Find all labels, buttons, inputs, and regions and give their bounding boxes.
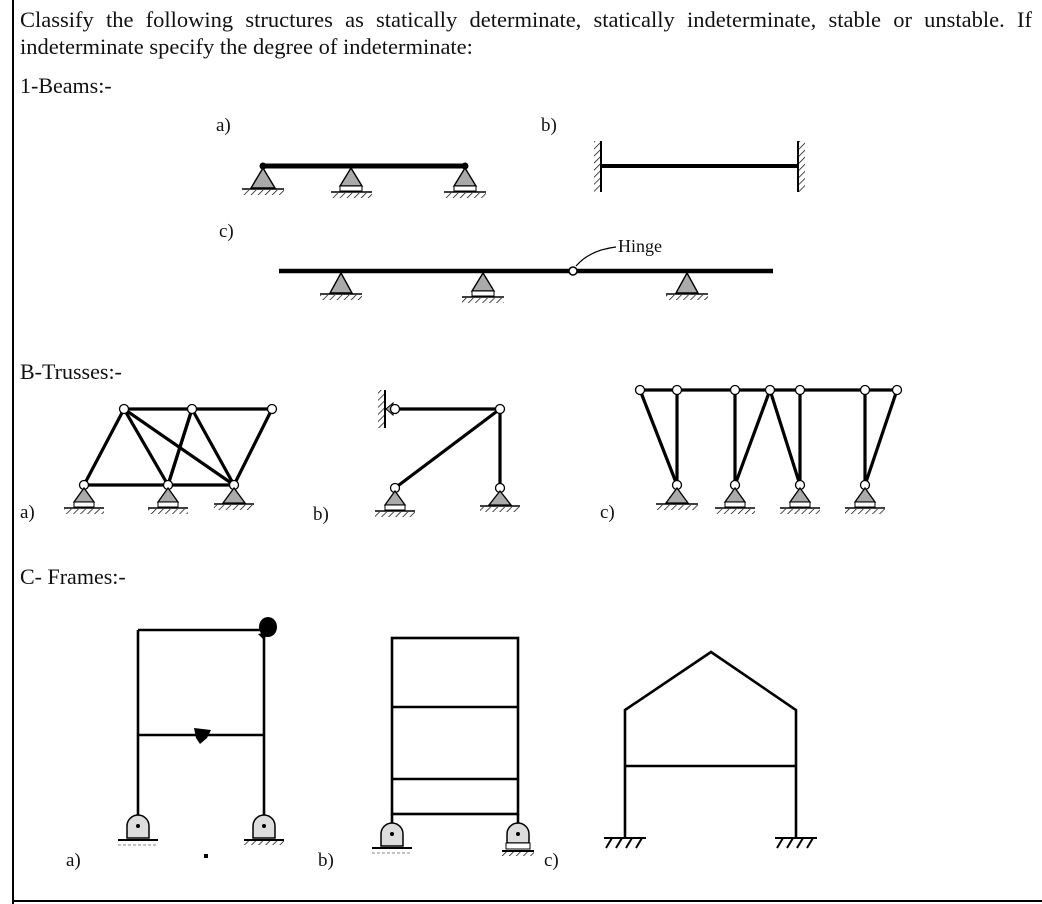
stray-mark — [204, 854, 208, 858]
truss-c-label: c) — [600, 502, 615, 523]
frame-c-label: c) — [544, 850, 559, 871]
roller-support-icon — [845, 488, 885, 514]
rigid-joint-marker-icon — [258, 617, 277, 640]
roller-support-icon — [715, 488, 755, 514]
beam-c-label: c) — [219, 221, 234, 242]
roller-support-icon — [462, 273, 504, 303]
roller-support-icon — [780, 488, 820, 514]
truss-b-label: b) — [313, 504, 329, 525]
frame-c-diagram — [625, 652, 796, 838]
pin-support-icon — [118, 815, 158, 845]
hinge-label: Hinge — [618, 236, 662, 256]
pin-support-icon — [214, 488, 254, 510]
fixed-support-icon — [798, 141, 805, 192]
beam-a-label: a) — [216, 115, 231, 136]
roller-support-icon — [148, 488, 188, 514]
frames-heading: C- Frames:- — [20, 564, 126, 589]
fixed-support-icon — [604, 838, 646, 848]
pin-support-icon — [372, 823, 412, 853]
roller-support-icon — [64, 488, 104, 514]
roller-support-icon — [331, 168, 372, 198]
fixed-support-icon — [594, 141, 601, 192]
trusses-heading: B-Trusses:- — [20, 359, 122, 384]
pin-support-icon — [666, 273, 708, 300]
fixed-support-icon — [775, 838, 817, 848]
frame-b-diagram — [392, 638, 518, 830]
pin-support-icon — [242, 168, 284, 195]
roller-support-icon — [502, 823, 534, 856]
truss-a-label: a) — [20, 502, 35, 523]
pin-support-icon — [480, 491, 520, 512]
frame-b-label: b) — [318, 850, 334, 871]
beam-c-diagram — [279, 247, 773, 303]
beam-a-diagram — [242, 163, 486, 199]
pin-support-icon — [320, 273, 362, 300]
question-text: Classify the following structures as statically determinate, statically indeterminate, stable or unstable. If indeterminate specify the degree of indeterminate: — [20, 7, 1032, 59]
truss-b-diagram — [393, 409, 500, 488]
frame-a-diagram — [138, 630, 264, 818]
hinge-icon — [569, 267, 577, 275]
roller-support-icon — [444, 168, 486, 198]
pin-support-icon — [244, 815, 284, 845]
truss-a-diagram — [84, 409, 272, 485]
truss-c-diagram — [640, 390, 897, 485]
roller-support-icon — [375, 491, 415, 517]
pin-support-icon — [656, 488, 698, 510]
beams-heading: 1-Beams:- — [20, 73, 112, 98]
beam-b-label: b) — [541, 115, 557, 136]
frame-a-label: a) — [66, 850, 81, 871]
beam-b-diagram — [594, 141, 805, 192]
